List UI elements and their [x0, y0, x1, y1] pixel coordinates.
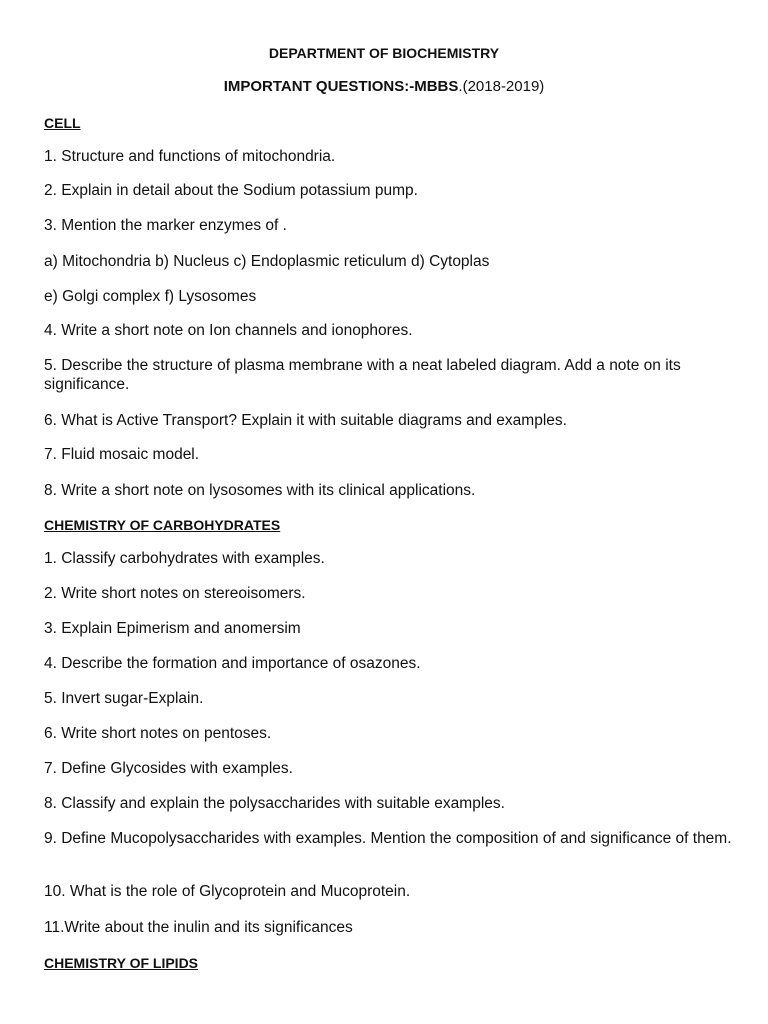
list-item: 1. Structure and functions of mitochondria.	[44, 148, 336, 165]
list-item: e) Golgi complex f) Lysosomes	[44, 288, 257, 305]
list-item: 7. Define Glycosides with examples.	[44, 760, 293, 777]
list-item: 3. Mention the marker enzymes of .	[44, 217, 287, 234]
list-item: 4. Describe the formation and importance of osazones.	[44, 655, 421, 672]
list-item: 5. Invert sugar-Explain.	[44, 690, 204, 707]
list-item: 3. Explain Epimerism and anomersim	[44, 620, 301, 637]
list-item: 2. Explain in detail about the Sodium potassium pump.	[44, 182, 418, 199]
list-item: 11.Write about the inulin and its significances	[44, 919, 353, 936]
section-heading-carbohydrates: CHEMISTRY OF CARBOHYDRATES	[44, 517, 281, 533]
list-item: 7. Fluid mosaic model.	[44, 446, 200, 463]
subtitle-year: .(2018-2019)	[458, 78, 545, 95]
list-item: 8. Write a short note on lysosomes with its clinical applications.	[44, 482, 476, 499]
list-item: a) Mitochondria b) Nucleus c) Endoplasmic reticulum d) Cytoplas	[44, 253, 490, 270]
list-item: 4. Write a short note on Ion channels and ionophores.	[44, 322, 413, 339]
list-item: 1. Classify carbohydrates with examples.	[44, 550, 325, 567]
page-subtitle	[0, 78, 768, 95]
section-heading-cell: CELL	[44, 115, 81, 131]
list-item: 9. Define Mucopolysaccharides with examples. Mention the composition of and significance of them.	[44, 830, 732, 847]
list-item: 10. What is the role of Glycoprotein and Mucoprotein.	[44, 883, 411, 900]
section-heading-lipids: CHEMISTRY OF LIPIDS	[44, 955, 199, 971]
department-title: DEPARTMENT OF BIOCHEMISTRY	[268, 45, 500, 61]
list-item: 6. What is Active Transport? Explain it with suitable diagrams and examples.	[44, 412, 567, 429]
list-item: 6. Write short notes on pentoses.	[44, 725, 272, 742]
list-item: 5. Describe the structure of plasma membrane with a neat labeled diagram. Add a note on its significance.	[44, 357, 681, 393]
list-item: 8. Classify and explain the polysaccharides with suitable examples.	[44, 795, 505, 812]
list-item: 2. Write short notes on stereoisomers.	[44, 585, 306, 602]
subtitle-bold: IMPORTANT QUESTIONS:-MBBS	[223, 78, 459, 95]
